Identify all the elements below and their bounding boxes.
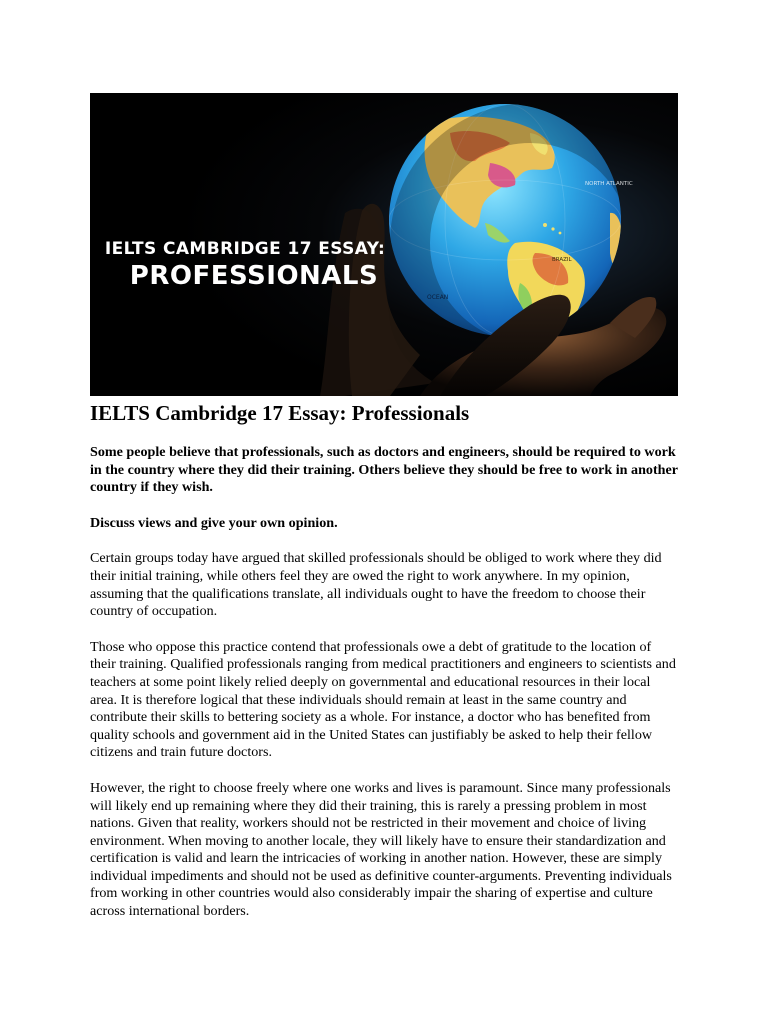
essay-prompt: Some people believe that professionals, such as doctors and engineers, should be required to work in the country where they did their training. Others believe they should be free to work in another country if they wish. xyxy=(90,444,678,496)
article-title: IELTS Cambridge 17 Essay: Professionals xyxy=(90,401,470,425)
document-page xyxy=(90,93,680,921)
essay-paragraph-2: Those who oppose this practice contend that professionals owe a debt of gratitude to the location of their training. Qualified professionals ranging from medical practitioners and engineers to scientists and teachers at some point likely relied deeply on governmental and educational resources in their local area. It is therefore logical that these individuals should remain at least in the same country and contribute their skills to bettering society as a whole. For instance, a doctor who has benefited from quality schools and government aid in the United States can justifiably be asked to help their fellow citizens and train future doctors. xyxy=(90,638,676,761)
map-label-brazil: BRAZIL xyxy=(552,257,572,263)
hero-image xyxy=(90,93,678,396)
map-label-ocean: OCEAN xyxy=(427,294,449,301)
map-label-north-atlantic: NORTH ATLANTIC xyxy=(585,181,633,187)
essay-paragraph-1: Certain groups today have argued that skilled professionals should be obliged to work where they did their initial training, while others feel they are owed the right to work anywhere. In my opinion, assuming that the qualifications translate, all individuals ought to have the freedom to choose their country of occupation. xyxy=(90,550,662,620)
essay-instruction: Discuss views and give your own opinion. xyxy=(90,514,338,531)
hero-title-line1: IELTS CAMBRIDGE 17 ESSAY: xyxy=(104,239,386,259)
essay-paragraph-3: However, the right to choose freely where one works and lives is paramount. Since many professionals will likely end up remaining where they did their training, this is rarely a pressing problem in most nations. Given that reality, workers should not be restricted in their movement and choice of living environment. When moving to another locale, they will likely have to ensure their standardization and certification is valid and learn the intricacies of working in another nation. However, these are simply individual impediments and should not be used as definitive counter-arguments. Preventing individuals from working in other countries would also considerably impair the sharing of expertise and culture across international borders. xyxy=(90,779,672,920)
hero-title-line2: PROFESSIONALS xyxy=(129,261,379,291)
hero-title xyxy=(90,238,400,292)
